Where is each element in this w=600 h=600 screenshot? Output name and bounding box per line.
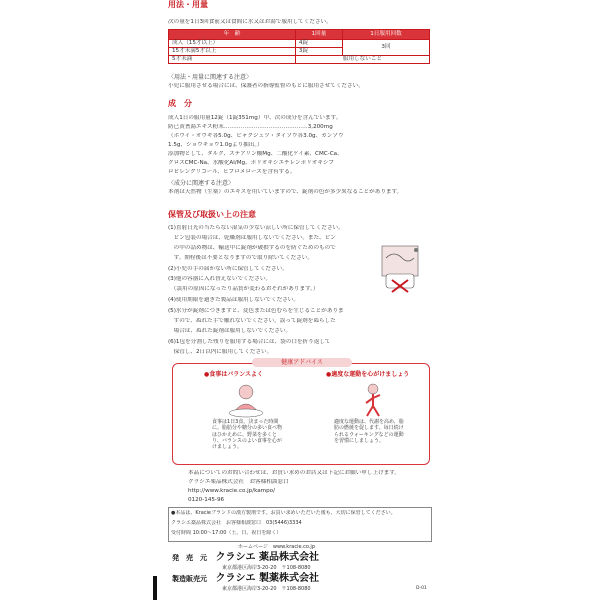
ingredients-line: ロピレングリコール、ヒプロメロースを含有する。: [168, 169, 296, 175]
advice-left-text: 食事は1日3食、決まった時間に。脂肪分や糖分の多い食べ物はひかえめに、野菜を多くとり、バランスのよい食事を心がけましょう。: [212, 419, 283, 450]
contact-line: 本品についてのお問い合わせは、お買い求めのお店又は下記にお願い申し上げます。: [188, 470, 401, 476]
row-dose: 4錠: [295, 40, 342, 48]
seller-address: 東京都港区海岸3-20-20 〒108-8080: [222, 565, 311, 571]
footer-note-line: ●本品は、Kracieブランドの漢方製剤です。お買い求めいただいた後も、大切に保管してください。: [171, 510, 396, 516]
storage-line: (5)水分が錠剤につきますと、変色または色むらを生じることがありま: [168, 308, 344, 314]
homepage: ホームページ www.kracie.co.jp: [238, 544, 315, 550]
table-row: [169, 40, 430, 48]
health-advice-label: 健康アドバイス: [252, 358, 352, 367]
table-row: [169, 56, 430, 64]
dosage-table: [168, 29, 430, 64]
storage-line: すので、ぬれた手で触れないでください。誤って錠剤をぬらした: [168, 318, 336, 324]
package-insert: [168, 0, 432, 600]
advice-right-text: 適度な運動は、代謝を高め、脂肪の燃焼を促します。毎日続けられるウォーキングなどの運動を習慣にしましょう。: [334, 419, 404, 444]
ingredients-line: 防已黄耆湯エキス粉末………………………………………3,200mg: [168, 124, 333, 130]
ingredients-line: 添加物として、タルク、ステアリン酸Mg、二酸化ケイ素、CMC-Ca、: [168, 151, 343, 157]
dosage-table-header: [169, 30, 430, 40]
maker-name: クラシエ 製薬株式会社: [215, 573, 319, 584]
woman-eating-illustration: [226, 382, 266, 418]
advice-right-heading: ●適度な運動を心がけましょう: [326, 371, 410, 378]
row-times: 3回: [342, 40, 429, 56]
maker-address: 東京都港区海岸3-20-20 〒108-8080: [222, 586, 311, 592]
ingredient-notes-text: 本剤は天然物（生薬）のエキスを用いていますので、錠剤の色が多少異なることがあります。: [168, 189, 403, 195]
row-dose: 服用しないこと: [295, 56, 429, 64]
ingredients-line: 成人1日の服用量12錠（1錠351mg）中、次の成分を含んでいます。: [168, 115, 342, 121]
advice-left-heading: ●食事はバランスよく: [204, 371, 264, 378]
document-code: D-01: [416, 586, 427, 591]
header-age: 年 齢: [169, 30, 296, 40]
usage-title: 用法・用量: [168, 0, 208, 9]
maker-label: 製造販売元: [172, 575, 207, 583]
storage-line: (4)使用期限を過ぎた製品は服用しないでください。: [168, 297, 299, 303]
maker-row: [172, 573, 319, 586]
ingredients-line: （ボウイ・オウギ各5.0g、ビャクジュツ・タイソウ各3.0g、カンゾウ: [168, 133, 344, 139]
usage-notes-text: 小児に服用させる場合には、保護者の指導監督のもとに服用させてください。: [168, 83, 364, 89]
ingredients-line: 1.5g、ショウキョウ1.0gより抽出。）: [168, 142, 263, 148]
seller-label: 発 売 元: [172, 554, 207, 562]
storage-line: す。開栓後は不要となりますので取り除いてください。: [168, 255, 313, 261]
header-times: 1日服用回数: [342, 30, 429, 40]
contact-phone: 0120-145-96: [188, 497, 225, 503]
storage-line: （誤用の原因になったり品質が変わるおそれがあります。）: [168, 286, 319, 292]
row-age: 5才未満: [169, 56, 296, 64]
ingredients-title: 成 分: [168, 99, 192, 108]
storage-line: (3)他の容器に入れ替えないでください。: [168, 276, 272, 282]
storage-title: 保管及び取扱い上の注意: [168, 210, 256, 219]
wet-hands-warning-illustration: [372, 240, 428, 300]
contact-line: クラシエ薬品株式会社 お客様相談窓口: [188, 479, 289, 485]
person-walking-illustration: [356, 382, 390, 418]
storage-line: (1)直射日光の当たらない湿気の少ない涼しい所に保管してください。: [168, 225, 344, 231]
storage-line: の中の詰め物は、輸送中に錠剤が破損するのを防ぐためのもので: [168, 245, 336, 251]
storage-line: 保管し、2日以内に服用してください。: [168, 349, 273, 355]
row-age: 15才未満5才以上: [169, 48, 296, 56]
seller-row: [172, 552, 319, 565]
contact-url: http://www.kracie.co.jp/kampo/: [188, 488, 275, 494]
footer-note-line: 受付時間 10:00〜17:00（土、日、祝日を除く）: [171, 530, 282, 536]
storage-line: 場合は、ぬれた錠剤は服用しないでください。: [168, 328, 292, 334]
row-dose: 3錠: [295, 48, 342, 56]
ingredients-line: クロスCMC-Na、水酸化Al/Mg、ポリオキシエチレンポリオキシプ: [168, 160, 335, 166]
storage-line: (2)小児の手の届かない所に保管してください。: [168, 266, 288, 272]
storage-line: ビン包装の場合は、乾燥剤は服用しないでください。また、ビン: [168, 235, 336, 241]
usage-notes-title: 〈用法・用量に関連する注意〉: [168, 74, 253, 81]
edge-mark: [153, 576, 157, 600]
row-age: 成人（15才以上）: [169, 40, 296, 48]
storage-line: (6)1包を分割した残りを服用する場合には、袋の口を折り返して: [168, 339, 331, 345]
footer-note-line: クラシエ薬品株式会社 お客様相談窓口 03(5446)3334: [171, 520, 302, 526]
header-dose: 1回量: [295, 30, 342, 40]
ingredient-notes-title: 〈成分に関連する注意〉: [168, 180, 235, 187]
seller-name: クラシエ 薬品株式会社: [215, 552, 319, 563]
usage-intro: 次の量を1日3回食前又は食間に水又はお湯で服用してください。: [168, 19, 332, 25]
